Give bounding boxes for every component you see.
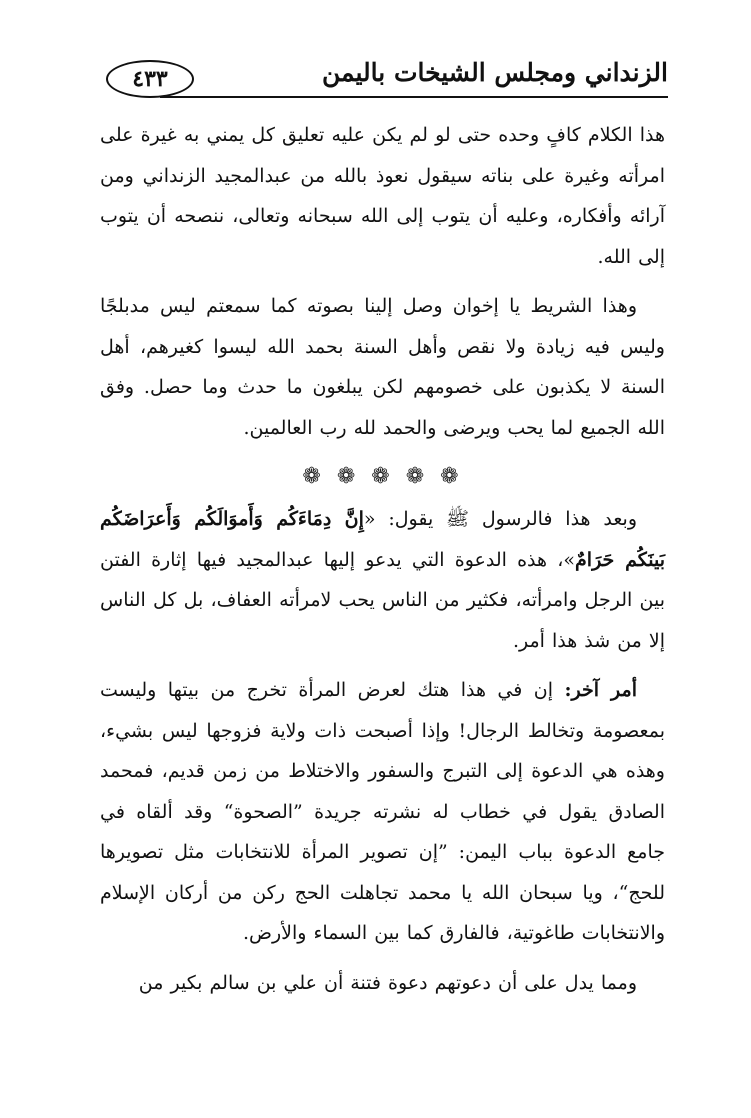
paragraph-hadith xyxy=(100,499,665,661)
paragraph-1: هذا الكلام كافٍ وحده حتى لو لم يكن عليه تعليق كل يمني به غيرة على امرأته وغيرة على بناته سيقول نعوذ بالله من عبدالمجيد الزنداني ومن آرائه وأفكاره، وعليه أن يتوب إلى الله سبحانه وتعالى، ننصحه أن يتوب إلى الله. xyxy=(100,124,665,268)
header-rule xyxy=(160,96,668,98)
hadith-commentary: »، هذه الدعوة التي يدعو إليها عبدالمجيد فيها إثارة الفتن بين الرجل وامرأته، فكثير من الناس يحب لامرأته العفاف، بل كل الناس إلا من شذ هذا أمر. xyxy=(100,548,665,652)
page-body xyxy=(100,115,665,1003)
section-divider-ornament: ❁ ❁ ❁ ❁ ❁ xyxy=(302,464,463,489)
hadith-quote: إِنَّ دِمَاءَكُم وَأَموَالَكُم وَأَعرَاضَكُم بَينَكُم حَرَامٌ xyxy=(100,508,665,571)
page-number-badge xyxy=(106,60,194,98)
paragraph-2: وهذا الشريط يا إخوان وصل إلينا بصوته كما سمعتم ليس مدبلجًا وليس فيه زيادة ولا نقص وأهل السنة بحمد الله ليسوا كغيرهم، أهل السنة لا يكذبون على خصومهم لكن يبلغون ما حدث وما حصل. وفق الله الجميع لما يحب ويرضى والحمد لله رب العالمين. xyxy=(100,295,665,439)
running-title: الزنداني ومجلس الشيخات باليمن xyxy=(322,58,668,87)
hadith-intro: وبعد هذا فالرسول ﷺ يقول: « xyxy=(363,508,637,530)
paragraph-last: ومما يدل على أن دعوتهم دعوة فتنة أن علي بن سالم بكير من xyxy=(138,971,637,994)
page-header xyxy=(100,56,668,98)
paragraph-another-matter xyxy=(100,670,665,954)
another-matter-text: إن في هذا هتك لعرض المرأة تخرج من بيتها وليست بمعصومة وتخالط الرجال! وإذا أصبحت ذات ولاية فزوجها ليس بشيء، وهذه هي الدعوة إلى التبرج والسفور والاختلاط من زمن قديم، فمحمد الصادق يقول في خطاب له نشرته جريدة ”الصحوة“ وقد ألقاه في جامع الدعوة بباب اليمن: ”إن تصوير المرأة للانتخابات مثل تصويرها للحج“، ويا سبحان الله يا محمد تجاهلت الحج ركن من أركان الإسلام والانتخابات طاغوتية، فالفارق كما بين السماء والأرض. xyxy=(100,679,666,944)
page-number: ٤٣٣ xyxy=(132,66,168,92)
another-matter-lead: أمر آخر: xyxy=(564,679,637,701)
